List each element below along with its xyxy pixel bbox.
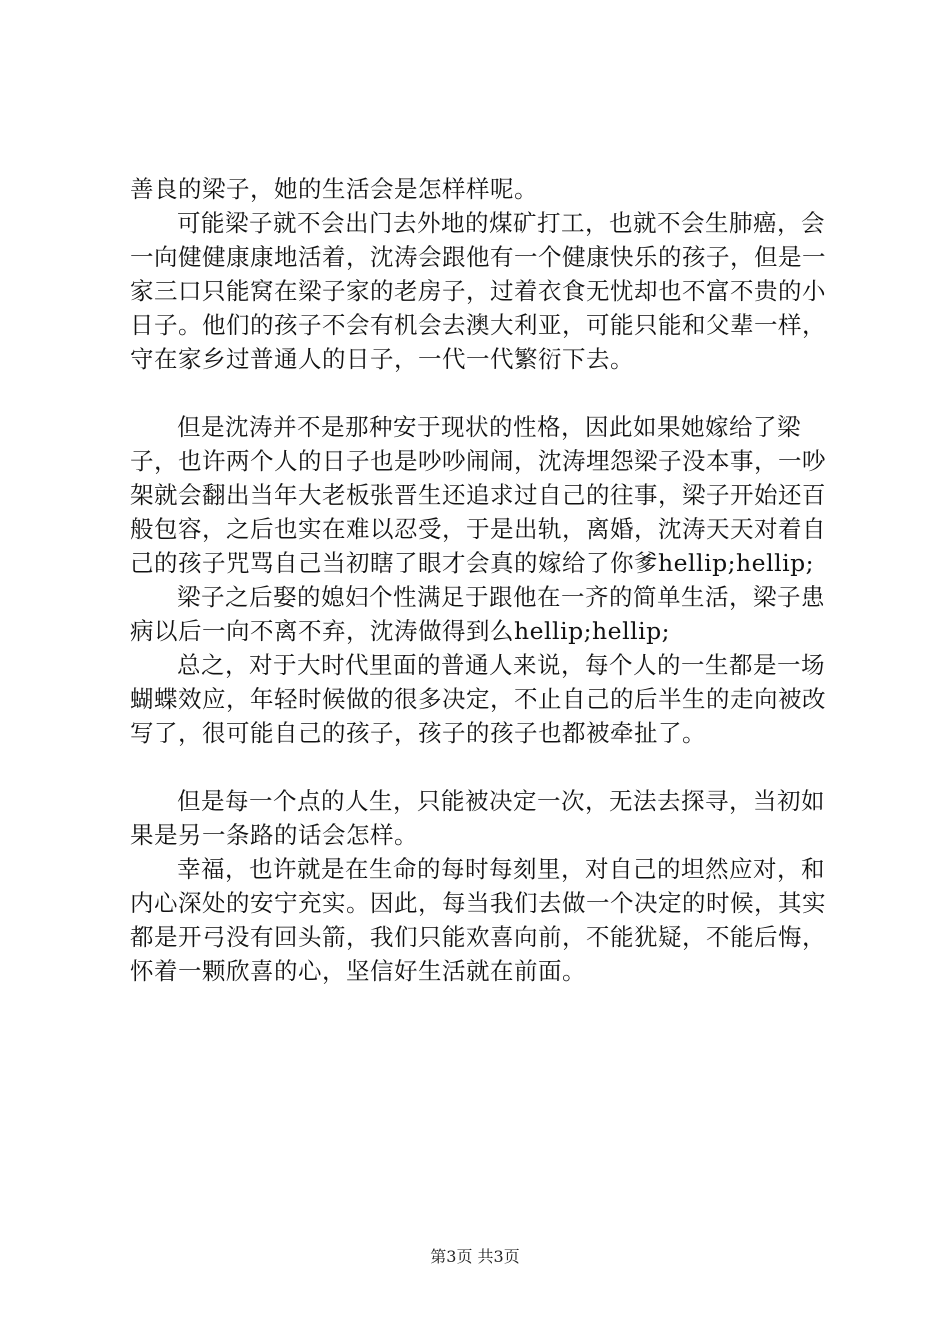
page-footer [0,1244,950,1267]
document-body [130,172,830,988]
page-number-label: 第3页 共3页 [430,1247,520,1266]
paragraph-5: 总之，对于大时代里面的普通人来说，每个人的一生都是一场蝴蝶效应，年轻时候做的很多决定，不止自己的后半生的走向被改写了，很可能自己的孩子，孩子的孩子也都被牵扯了。 [130,651,826,747]
paragraph-7: 幸福，也许就是在生命的每时每刻里，对自己的坦然应对，和内心深处的安宁充实。因此，每当我们去做一个决定的时候，其实都是开弓没有回头箭，我们只能欢喜向前，不能犹疑，不能后悔，怀着一颗欣喜的心，坚信好生活就在前面。 [130,855,826,985]
paragraph-2: 可能梁子就不会出门去外地的煤矿打工，也就不会生肺癌，会一向健健康康地活着，沈涛会跟他有一个健康快乐的孩子，但是一家三口只能窝在梁子家的老房子，过着衣食无忧却也不富不贵的小日子。他们的孩子不会有机会去澳大利亚，可能只能和父辈一样，守在家乡过普通人的日子，一代一代繁衍下去。 [130,209,826,373]
paragraph-1: 善良的梁子，她的生活会是怎样样呢。 [130,175,538,203]
paragraph-3: 但是沈涛并不是那种安于现状的性格，因此如果她嫁给了梁子，也许两个人的日子也是吵吵闹闹，沈涛埋怨梁子没本事，一吵架就会翻出当年大老板张晋生还追求过自己的往事，梁子开始还百般包容，之后也实在难以忍受，于是出轨，离婚，沈涛天天对着自己的孩子咒骂自己当初瞎了眼才会真的嫁给了你爹hellip;hellip; [130,413,826,577]
paragraph-4: 梁子之后娶的媳妇个性满足于跟他在一齐的简单生活，梁子患病以后一向不离不弃，沈涛做得到么hellip;hellip; [130,583,825,645]
paragraph-6: 但是每一个点的人生，只能被决定一次，无法去探寻，当初如果是另一条路的话会怎样。 [130,787,825,849]
